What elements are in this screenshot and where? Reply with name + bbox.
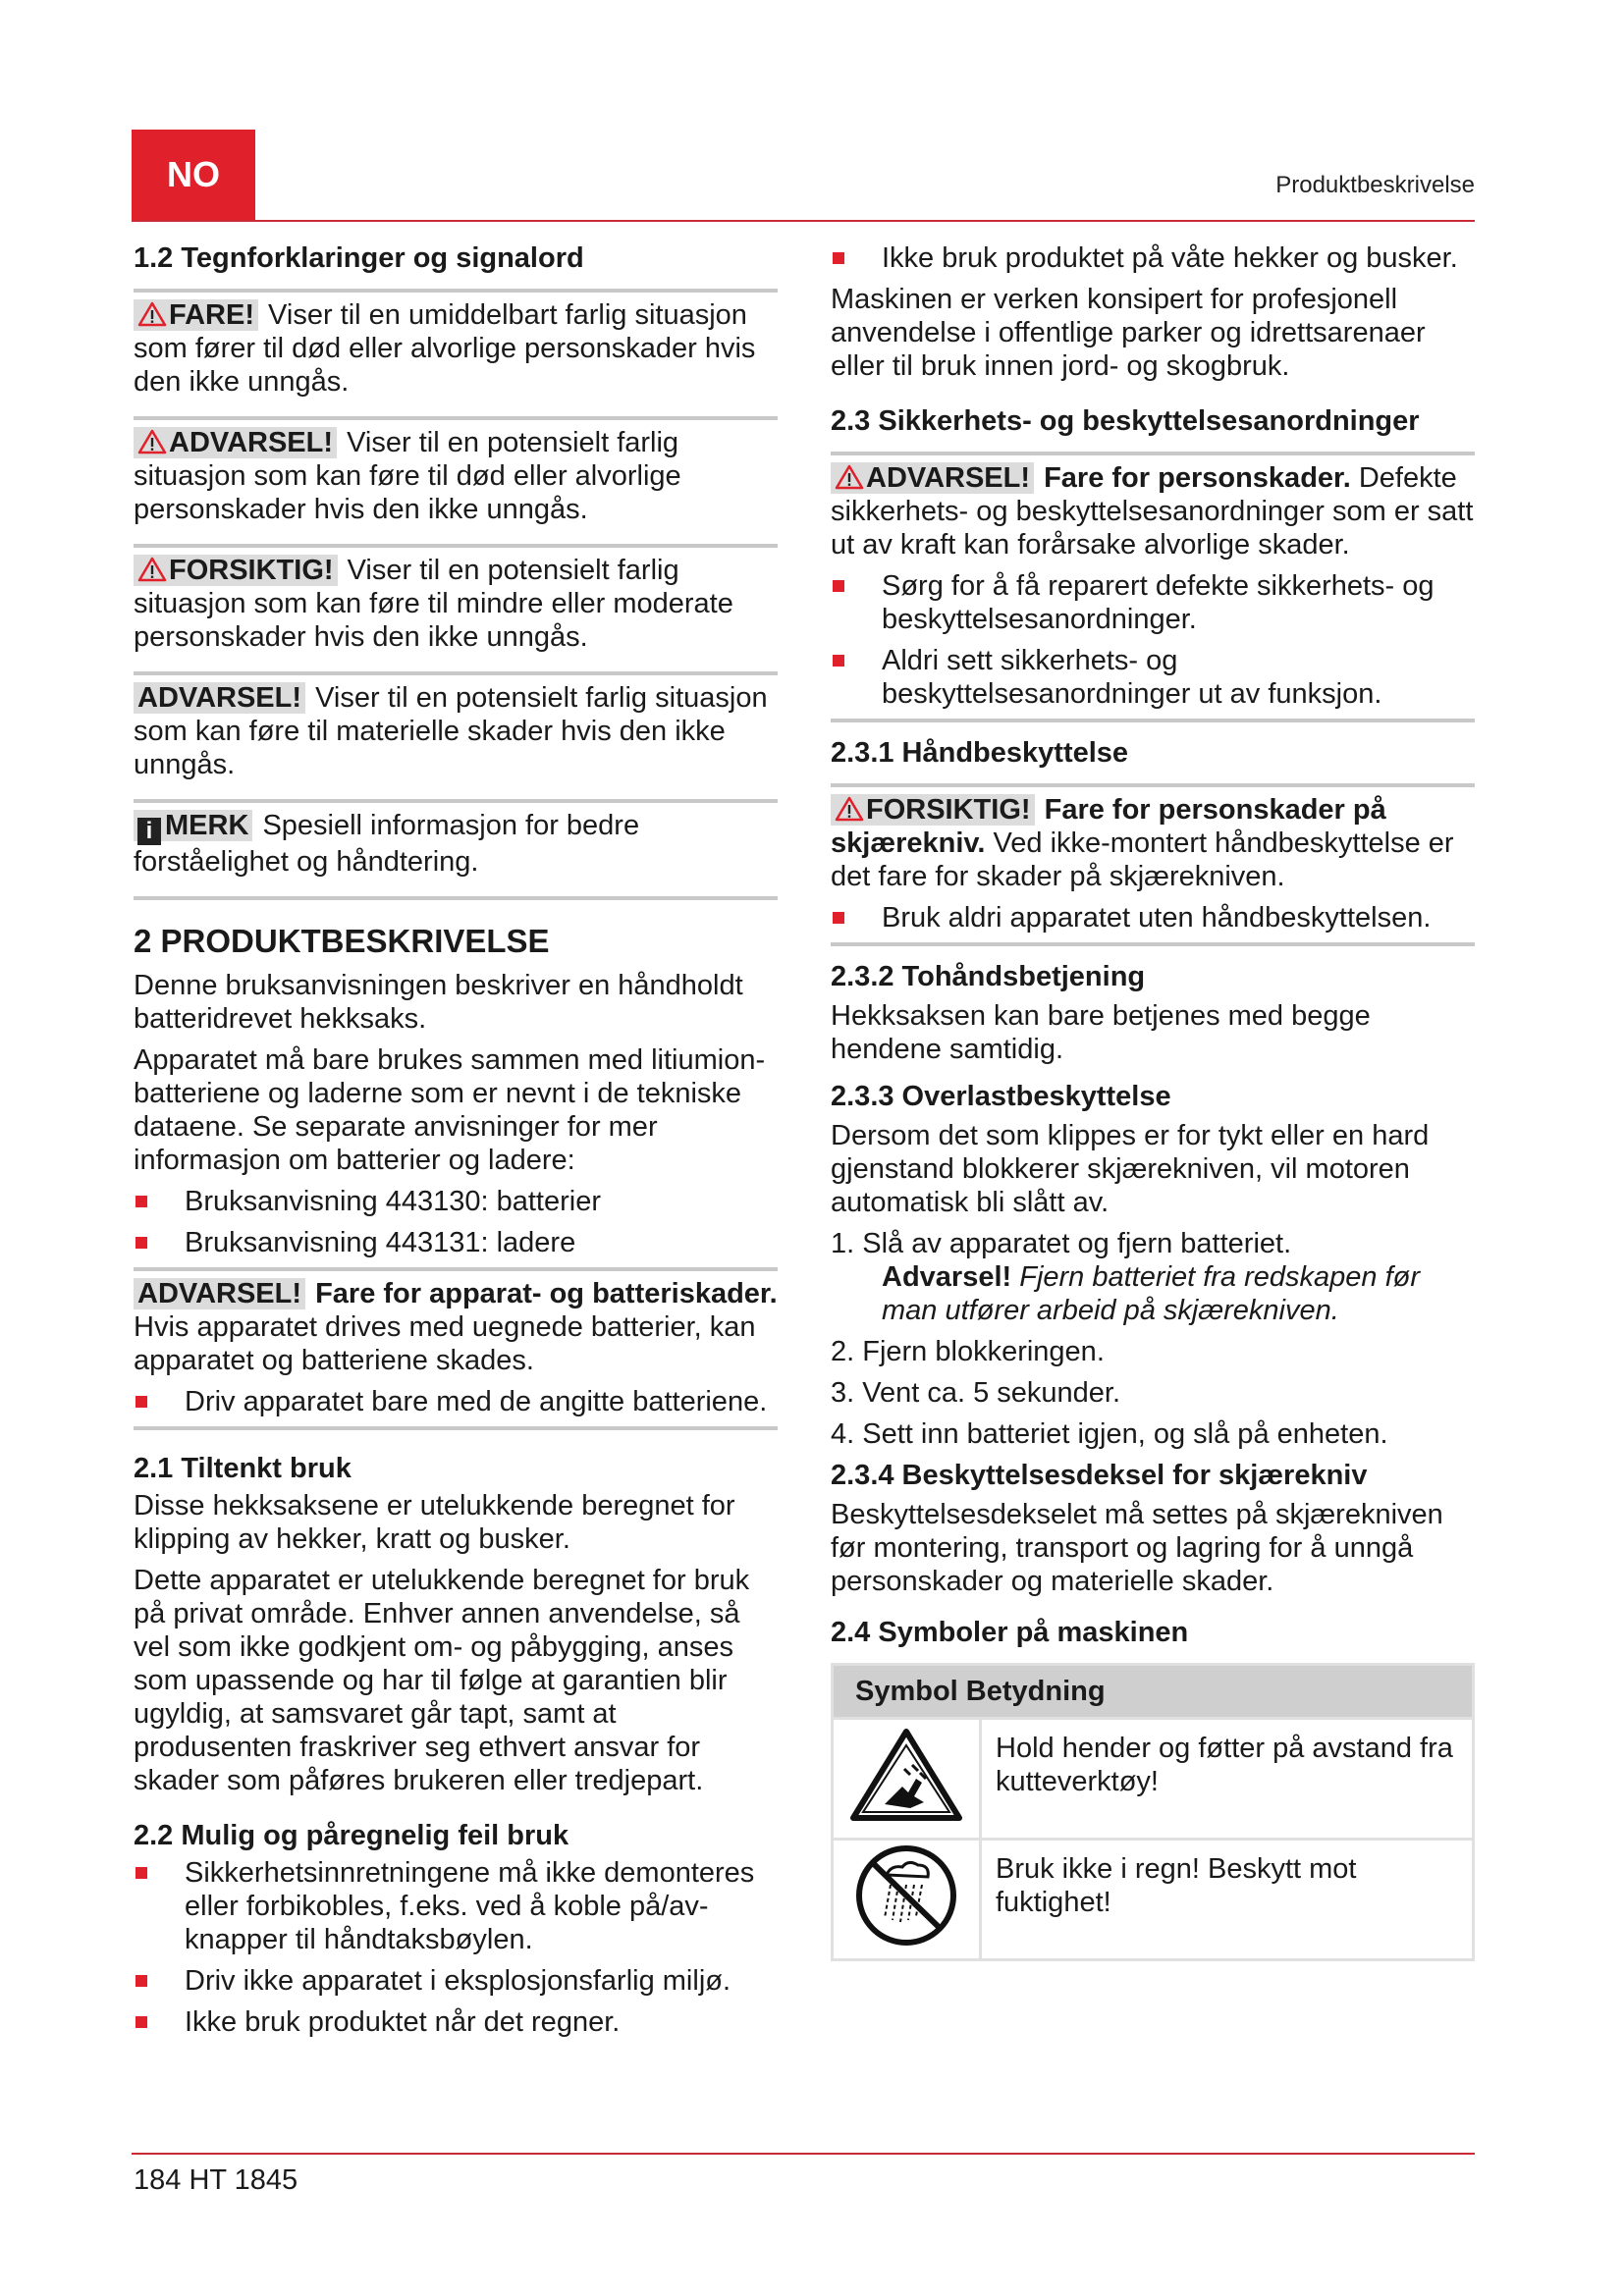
info-icon: i (137, 818, 161, 845)
footer-rule (132, 2153, 1475, 2155)
table-row (833, 1840, 1474, 1960)
section-2-list (134, 1185, 778, 1259)
section-2-2-title: 2.2 Mulig og påregnelig feil bruk (134, 1820, 569, 1851)
table-row (833, 1719, 1474, 1840)
notice-battery-text: Hvis apparatet drives med uegnede batterier, kan apparatet og batteriene skades. (134, 1311, 756, 1376)
list-item: Sikkerhetsinnretningene må ikke demonteres eller forbikobles, f.eks. ved å koble på/av-knapper til håndtaksbøylen. (134, 1856, 778, 1956)
section-2-title: 2 PRODUKTBESKRIVELSE (134, 923, 550, 959)
header-title: Produktbeskrivelse (1275, 172, 1475, 198)
step-item: 1. Slå av apparatet og fjern batteriet. Advarsel! Fjern batteriet fra redskapen før man utfører arbeid på skjærekniven. (831, 1227, 1475, 1327)
signal-word-danger: FARE! (134, 299, 258, 331)
list-item: Bruksanvisning 443130: batterier (134, 1185, 778, 1218)
section-2-3-2-title: 2.3.2 Tohåndsbetjening (831, 961, 1146, 992)
section-2-3-3-title: 2.3.3 Overlastbeskyttelse (831, 1081, 1171, 1112)
section-1-2-title: 1.2 Tegnforklaringer og signalord (134, 242, 584, 274)
list-item: Driv ikke apparatet i eksplosjonsfarlig miljø. (134, 1964, 778, 1998)
section-2-2-list-continued (831, 241, 1475, 275)
notice-safety-warning (831, 452, 1475, 711)
section-2-2-paragraph: Maskinen er verken konsipert for profesjonell anvendelse i offentlige parker og idrettsarenaer eller til bruk innen jord- og skogbruk. (831, 284, 1426, 382)
warning-triangle-icon (137, 429, 167, 454)
symbol-table-header: Symbol Betydning (833, 1665, 1474, 1719)
symbol-table (831, 1663, 1475, 1961)
section-2-3-3-steps (831, 1227, 1475, 1451)
step-item: 4. Sett inn batteriet igjen, og slå på enheten. (831, 1418, 1388, 1450)
list-item: Ikke bruk produktet når det regner. (134, 2005, 778, 2039)
warning-triangle-icon (835, 796, 864, 822)
section-2-3-4-title: 2.3.4 Beskyttelsesdeksel for skjærekniv (831, 1460, 1368, 1491)
notice-hand-guard-list (831, 901, 1475, 934)
notice-property-warning (134, 671, 778, 781)
section-2-3-4-paragraph: Beskyttelsesdekselet må settes på skjærekniven før montering, transport og lagring for å unngå personskader og materielle skader. (831, 1499, 1443, 1597)
section-2-1-paragraph-2: Dette apparatet er utelukkende beregnet for bruk på privat område. Enhver annen anvendelse, så vel som ikke godkjent om- og påbygging, anses som upassende og har til følge at garantien blir ugyldig, at samsvaret går tapt, samt at produsenten fraskriver seg ethvert ansvar for skader som påføres brukeren eller tredjepart. (134, 1565, 750, 1796)
signal-word-safety-warning: ADVARSEL! (831, 462, 1034, 494)
section-2-3-3-paragraph: Dersom det som klippes er for tykt eller en hard gjenstand blokkerer skjærekniven, vil motoren automatisk bli slått av. (831, 1120, 1430, 1218)
signal-word-info: i MERK (134, 810, 252, 841)
notice-safety-list (831, 569, 1475, 711)
notice-battery-list (134, 1385, 778, 1418)
section-2-2-list (134, 1856, 778, 2039)
notice-property-warning-text: Viser til en potensielt farlig situasjon som kan føre til materielle skader hvis den ikke unngås. (134, 682, 768, 780)
warning-triangle-icon (137, 557, 167, 582)
notice-warning-text: Viser til en potensielt farlig situasjon som kan føre til død eller alvorlige personskader hvis den ikke unngås. (134, 427, 681, 525)
step-note: Advarsel! Fjern batteriet fra redskapen før man utfører arbeid på skjærekniven. (882, 1261, 1421, 1326)
notice-hand-guard-text: Ved ikke-montert håndbeskyttelse er det fare for skader på skjærekniven. (831, 828, 1454, 892)
notice-info-text: Spesiell informasjon for bedre forståelighet og håndtering. (134, 810, 640, 878)
signal-word-battery-warning: ADVARSEL! (134, 1278, 305, 1309)
notice-warning (134, 416, 778, 526)
signal-word-warning: ADVARSEL! (134, 427, 337, 458)
warning-triangle-icon (835, 464, 864, 490)
list-item: Driv apparatet bare med de angitte batteriene. (134, 1385, 778, 1418)
language-tab: NO (132, 130, 255, 220)
section-2-1-paragraph-1: Disse hekksaksene er utelukkende beregnet for klipping av hekker, kratt og busker. (134, 1490, 735, 1555)
notice-end-rule (134, 1426, 778, 1430)
notice-danger (134, 289, 778, 399)
notice-hand-guard (831, 783, 1475, 934)
step-item: 2. Fjern blokkeringen. (831, 1336, 1105, 1367)
page-footer: 184 HT 1845 (134, 2164, 298, 2196)
notice-battery-lead: Fare for apparat- og batteriskader. (307, 1278, 778, 1309)
signal-word-hand-guard: FORSIKTIG! (831, 794, 1035, 826)
list-item: Aldri sett sikkerhets- og beskyttelsesanordninger ut av funksjon. (831, 644, 1475, 711)
left-column (134, 241, 778, 2047)
list-item: Ikke bruk produktet på våte hekker og busker. (831, 241, 1475, 275)
notice-end-rule (831, 942, 1475, 946)
list-item: Sørg for å få reparert defekte sikkerhets- og beskyttelsesanordninger. (831, 569, 1475, 636)
notice-end-rule (831, 719, 1475, 722)
notice-caution-text: Viser til en potensielt farlig situasjon som kan føre til mindre eller moderate personskader hvis den ikke unngås. (134, 555, 733, 653)
symbol-meaning: Hold hender og føtter på avstand fra kutteverktøy! (981, 1719, 1474, 1840)
header-rule (132, 220, 1475, 222)
notice-end-rule (134, 896, 778, 900)
symbol-cell (833, 1719, 981, 1840)
section-2-3-1-title: 2.3.1 Håndbeskyttelse (831, 737, 1129, 769)
list-item: Bruksanvisning 443131: ladere (134, 1226, 778, 1259)
symbol-meaning: Bruk ikke i regn! Beskytt mot fuktighet! (981, 1840, 1474, 1960)
section-2-3-2-paragraph: Hekksaksen kan bare betjenes med begge hendene samtidig. (831, 1000, 1371, 1065)
notice-info (134, 799, 778, 879)
step-item: 3. Vent ca. 5 sekunder. (831, 1377, 1121, 1409)
signal-word-caution: FORSIKTIG! (134, 555, 338, 586)
section-2-paragraph-2: Apparatet må bare brukes sammen med litiumion-batteriene og laderne som er nevnt i de tekniske dataene. Se separate anvisninger for mer informasjon om batterier og ladere: (134, 1044, 766, 1176)
notice-safety-text: Defekte sikkerhets- og beskyttelsesanordninger som er satt ut av kraft kan forårsake alvorlige skader. (831, 462, 1474, 561)
section-2-1-title: 2.1 Tiltenkt bruk (134, 1453, 352, 1484)
right-column (831, 241, 1475, 1961)
symbol-cell (833, 1840, 981, 1960)
section-2-paragraph-1: Denne bruksanvisningen beskriver en håndholdt batteridrevet hekksaks. (134, 970, 743, 1035)
no-rain-icon (847, 1842, 965, 1949)
notice-caution (134, 544, 778, 654)
section-2-3-title: 2.3 Sikkerhets- og beskyttelsesanordninger (831, 405, 1420, 437)
warning-triangle-icon (137, 301, 167, 327)
list-item: Bruk aldri apparatet uten håndbeskyttelsen. (831, 901, 1475, 934)
section-2-4-title: 2.4 Symboler på maskinen (831, 1617, 1189, 1648)
notice-battery-warning (134, 1267, 778, 1418)
signal-word-property-warning: ADVARSEL! (134, 682, 305, 714)
notice-hand-guard-lead: Fare for personskader på skjærekniv. (831, 794, 1386, 859)
notice-danger-text: Viser til en umiddelbart farlig situasjon som fører til død eller alvorlige personskader hvis den ikke unngås. (134, 299, 756, 398)
notice-safety-lead: Fare for personskader. (1036, 462, 1351, 494)
keep-hands-away-icon (847, 1726, 965, 1824)
